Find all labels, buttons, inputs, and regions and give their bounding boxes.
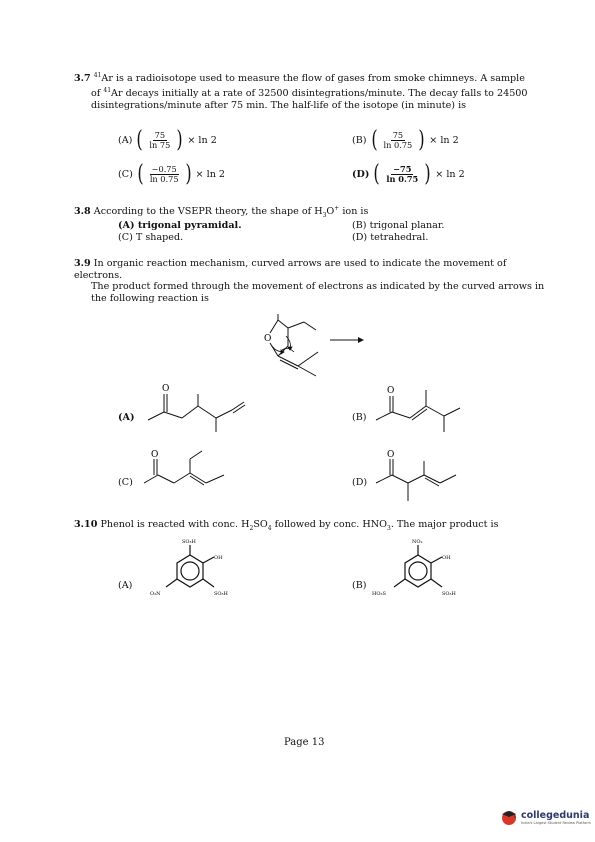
q37-line1 xyxy=(74,70,544,85)
numerator: −75 xyxy=(393,163,412,174)
q38-option-b[interactable] xyxy=(352,220,444,231)
q39-number: 3.9 xyxy=(74,258,91,269)
q39-option-a-structure[interactable] xyxy=(140,380,260,440)
denominator: ln 0.75 xyxy=(149,173,179,184)
paren-close: ) xyxy=(418,127,425,153)
q37-text2a: of xyxy=(91,87,104,99)
sulfonic-top-label: SO₃H xyxy=(182,539,196,545)
graduation-cap-icon xyxy=(500,808,518,826)
logo-name: collegedunia xyxy=(521,809,590,821)
hydroxyl-label: OH xyxy=(214,555,223,561)
denominator: ln 0.75 xyxy=(386,173,419,184)
q37-number: 3.7 xyxy=(74,73,91,85)
q38-option-d[interactable] xyxy=(352,232,428,243)
option-label: (D) xyxy=(352,168,370,180)
question-3-9 xyxy=(74,258,549,304)
fraction xyxy=(148,165,181,184)
q310-option-a-label[interactable]: (A) xyxy=(118,580,133,591)
q37-option-a[interactable] xyxy=(118,127,217,153)
q310-text-b: SO xyxy=(253,519,268,530)
option-label: (C) xyxy=(118,232,133,243)
question-3-8 xyxy=(74,203,544,222)
q37-line3: disintegrations/minute after 75 min. The half-life of the isotope (in minute) is xyxy=(91,99,467,111)
q37-text1: Ar is a radioisotope used to measure the flow of gases from smoke chimneys. A sample xyxy=(101,73,525,85)
q39-option-a-label[interactable]: (A) xyxy=(118,412,135,423)
collegedunia-logo xyxy=(500,808,591,826)
q38-sub: 3 xyxy=(322,212,327,220)
q39-option-c-label[interactable]: (C) xyxy=(118,477,133,488)
q39-option-b-structure[interactable] xyxy=(372,380,472,440)
q37-option-d[interactable] xyxy=(352,161,465,187)
option-label: (A) xyxy=(118,220,135,231)
q310-option-a-structure[interactable] xyxy=(140,535,250,605)
option-text: tetrahedral. xyxy=(370,232,429,243)
option-d-oxygen-label: O xyxy=(387,450,395,460)
reactant-bonds xyxy=(270,314,318,376)
q310-option-b-label[interactable]: (B) xyxy=(352,580,367,591)
q37-option-b[interactable] xyxy=(352,127,459,153)
paren-close: ) xyxy=(184,161,192,187)
sulfonic-left-label: HO₃S xyxy=(372,591,386,597)
option-label: (A) xyxy=(118,134,133,146)
q37-option-c[interactable] xyxy=(118,161,226,187)
paren-close: ) xyxy=(424,161,431,187)
paren-close: ) xyxy=(176,127,183,153)
q310-text-d: . The major product is xyxy=(390,519,499,530)
numerator: 75 xyxy=(392,129,404,140)
nitro-top-label: NO₂ xyxy=(412,539,423,545)
q39-line3: the following reaction is xyxy=(91,292,209,304)
fraction xyxy=(384,165,420,184)
q39-option-d-label[interactable]: (D) xyxy=(352,477,368,488)
option-tail: × ln 2 xyxy=(187,134,217,146)
sulfonic-right-label: SO₃H xyxy=(442,591,456,597)
q310-sub2: 4 xyxy=(267,524,272,532)
page-number: Page 13 xyxy=(284,737,325,748)
q37-line2 xyxy=(74,85,544,100)
q38-text-c: ion is xyxy=(339,206,369,218)
q38-text-a: According to the VSEPR theory, the shape of H xyxy=(93,206,323,218)
option-label: (B) xyxy=(352,220,367,231)
q310-option-b-structure[interactable] xyxy=(368,535,478,605)
reactant-oxygen-label: O xyxy=(264,334,272,344)
option-a-oxygen-label: O xyxy=(162,384,170,394)
paren-open: ( xyxy=(136,127,144,153)
q310-number: 3.10 xyxy=(74,519,98,530)
q38-sup: + xyxy=(334,205,340,212)
q39-reactant-structure xyxy=(250,300,370,380)
option-c-oxygen-label: O xyxy=(151,450,159,460)
q38-text-b: O xyxy=(326,206,335,218)
option-label: (C) xyxy=(118,168,133,180)
q39-text1: In organic reaction mechanism, curved arrows are used to indicate the movement of electrons. xyxy=(74,258,507,281)
denominator: ln 0.75 xyxy=(383,139,413,150)
q38-number: 3.8 xyxy=(74,206,91,218)
option-tail: × ln 2 xyxy=(195,168,226,180)
option-label: (D) xyxy=(352,232,368,243)
q39-line2: The product formed through the movement of electrons as indicated by the curved arrows in xyxy=(91,281,545,293)
option-label: (B) xyxy=(352,134,367,146)
q310-text-a: Phenol is reacted with conc. H xyxy=(100,519,250,530)
q310-sub3: 3 xyxy=(386,524,391,532)
nitro-left-label: O₂N xyxy=(150,591,161,597)
q37-sup: 41 xyxy=(93,72,102,79)
option-tail: × ln 2 xyxy=(429,134,459,146)
logo-text-group xyxy=(521,810,591,825)
paren-open: ( xyxy=(137,161,144,187)
q310-sub1: 2 xyxy=(249,524,254,532)
hydroxyl-label: OH xyxy=(442,555,451,561)
option-b-oxygen-label: O xyxy=(387,386,395,396)
numerator: −0.75 xyxy=(151,163,177,174)
q39-option-d-structure[interactable] xyxy=(372,445,472,510)
sulfonic-right-label: SO₃H xyxy=(214,591,228,597)
q39-line1 xyxy=(74,258,549,281)
fraction xyxy=(382,131,415,150)
q37-text2-sup: 41 xyxy=(103,86,112,94)
option-tail: × ln 2 xyxy=(435,168,465,180)
option-text: T shaped. xyxy=(135,232,184,243)
fraction xyxy=(147,131,172,150)
reaction-arrow xyxy=(330,337,364,343)
q38-option-a[interactable] xyxy=(118,220,242,231)
option-text: trigonal planar. xyxy=(369,220,445,231)
option-text: trigonal pyramidal. xyxy=(137,220,242,231)
question-3-7 xyxy=(74,70,544,111)
numerator: 75 xyxy=(154,129,166,140)
q37-text2b: Ar decays initially at a rate of 32500 disintegrations/minute. The decay falls to 24500 xyxy=(111,87,528,99)
denominator: ln 75 xyxy=(149,139,171,150)
logo-tagline: India's Largest Student Review Platform xyxy=(521,820,591,825)
paren-open: ( xyxy=(370,127,378,153)
q38-option-c[interactable] xyxy=(118,232,183,243)
q39-option-b-label[interactable]: (B) xyxy=(352,412,367,423)
paren-open: ( xyxy=(373,161,381,187)
q310-text-c: followed by conc. HNO xyxy=(271,519,387,530)
q39-option-c-structure[interactable] xyxy=(140,445,250,495)
question-3-10 xyxy=(74,519,544,535)
